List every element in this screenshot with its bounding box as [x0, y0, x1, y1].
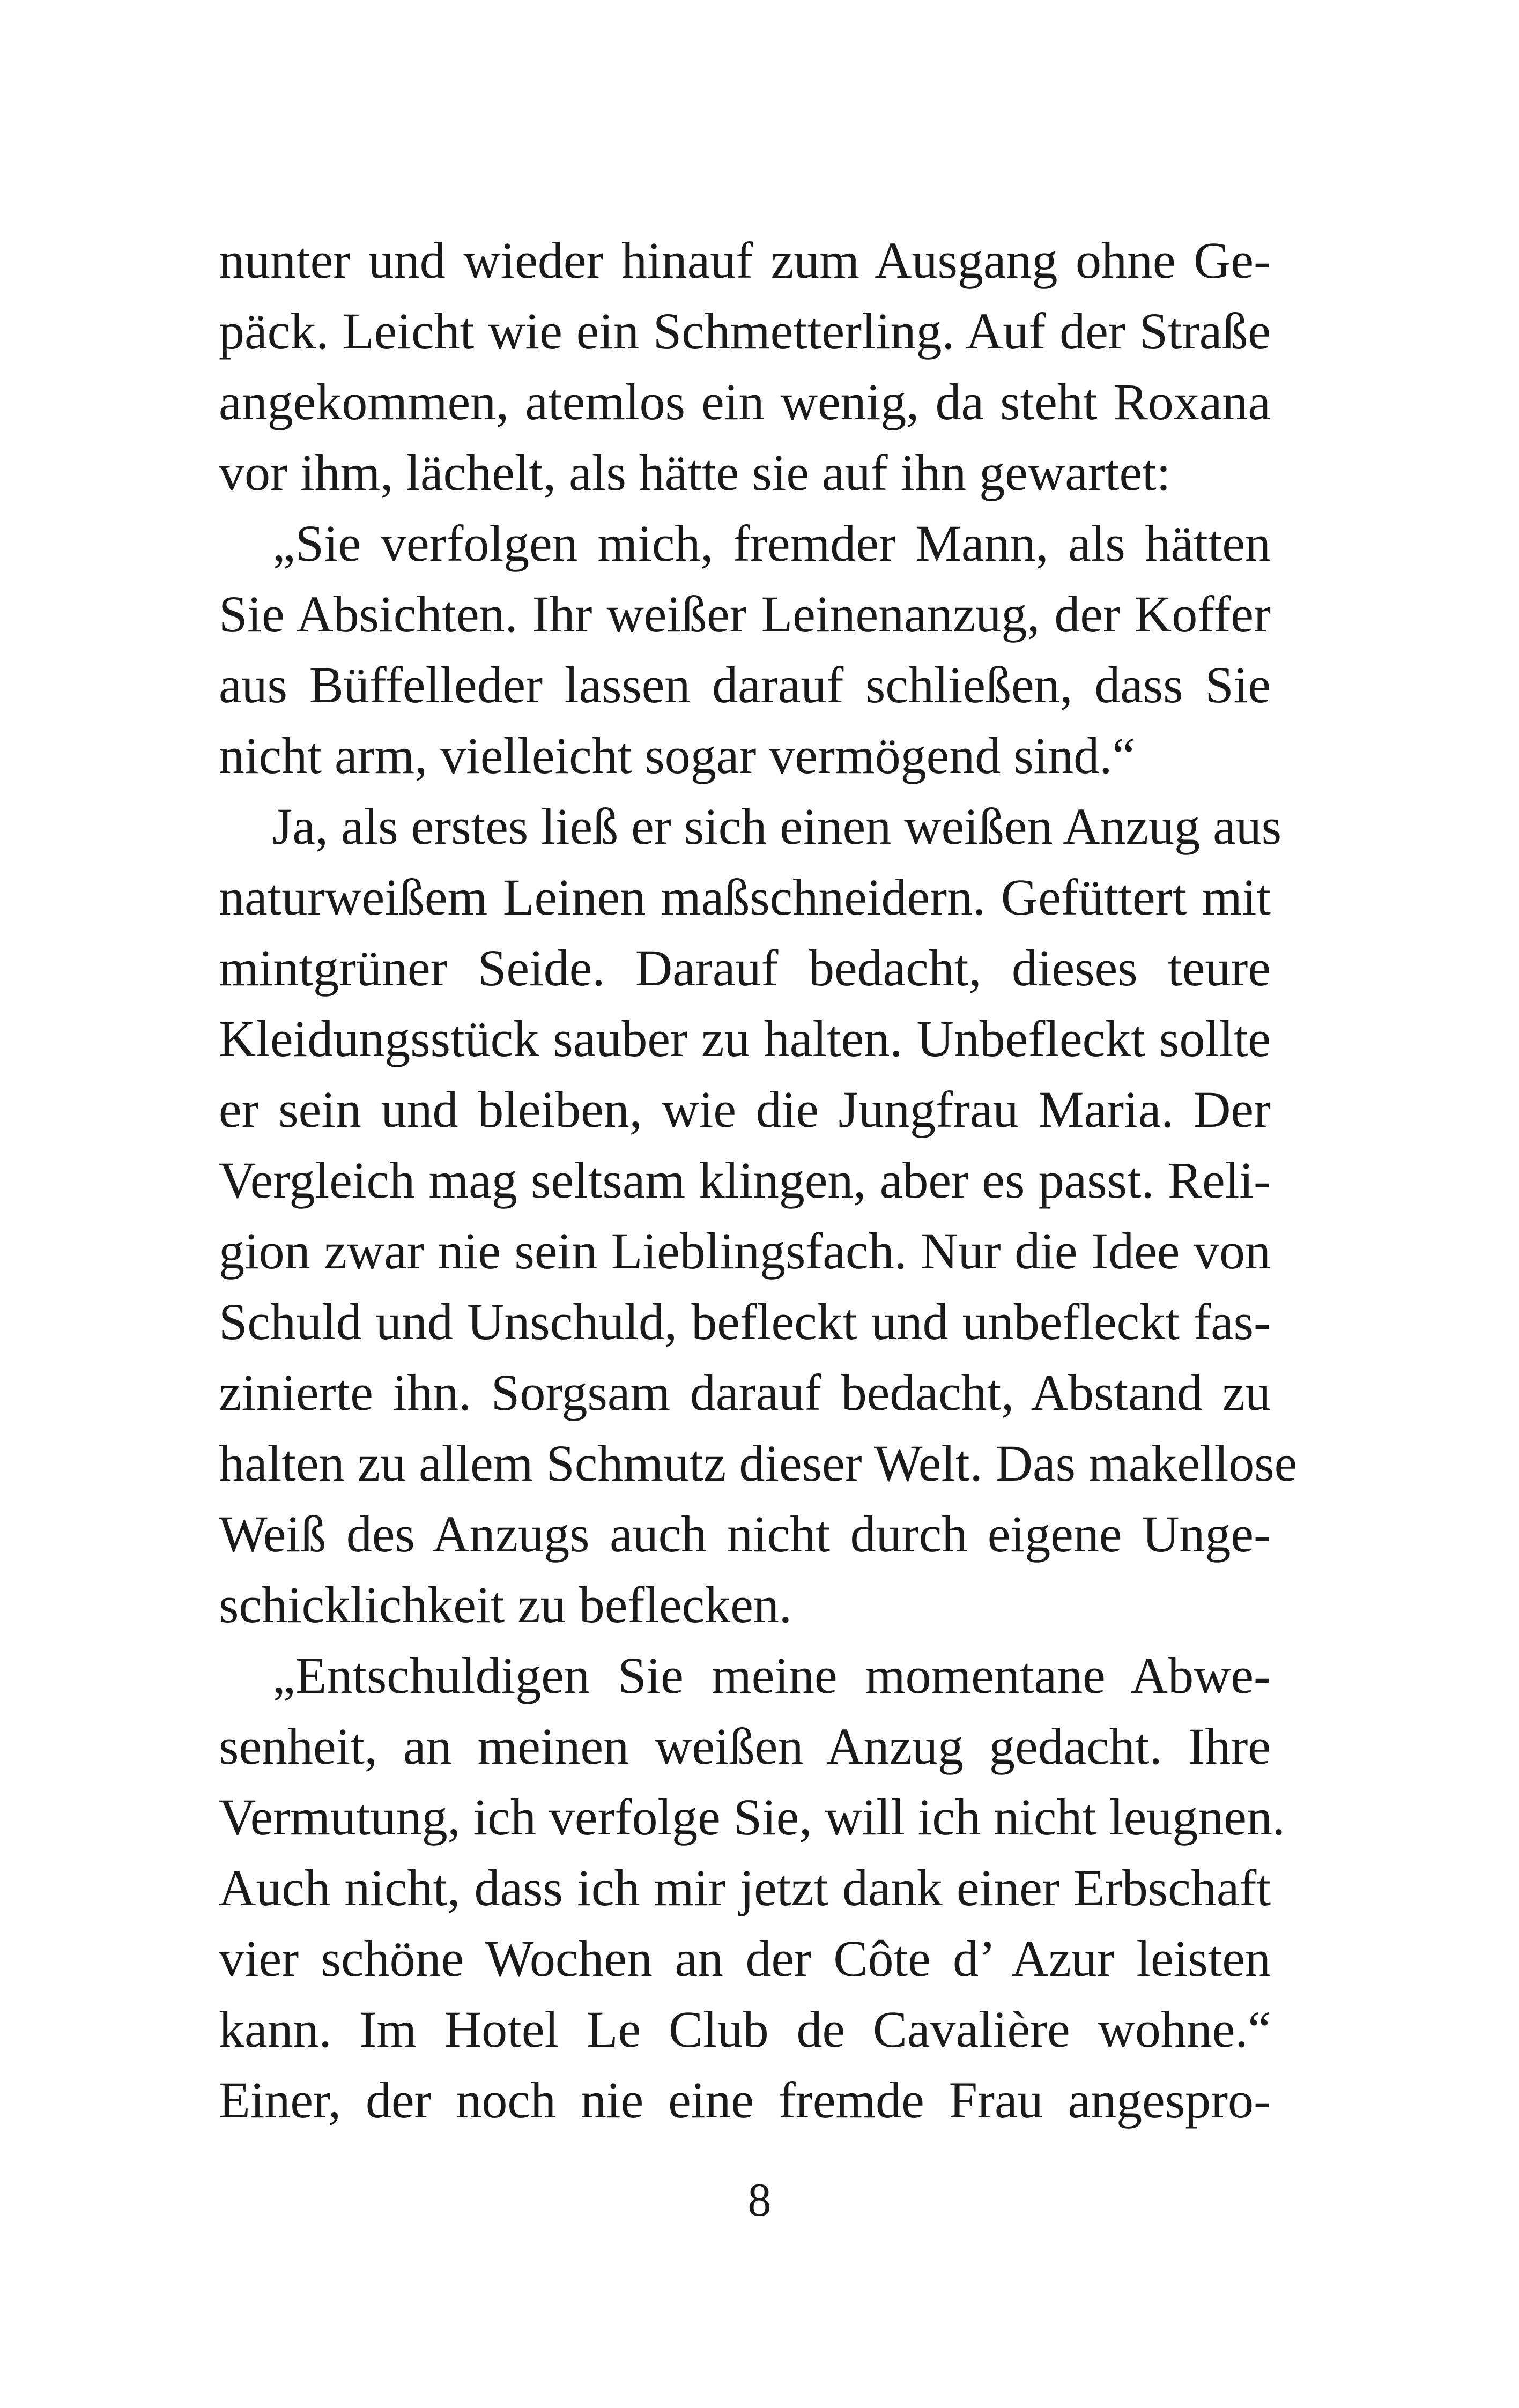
text-line: aus Büffelleder lassen darauf schließen, dass Sie: [219, 656, 1271, 714]
text-line: mintgrüner Seide. Darauf bedacht, dieses teure: [219, 939, 1271, 997]
text-line: schicklichkeit zu beflecken.: [219, 1576, 792, 1633]
text-line: angekommen, atemlos ein wenig, da steht Roxana: [219, 373, 1271, 430]
page-number: 8: [747, 2174, 772, 2226]
text-line: Vergleich mag seltsam klingen, aber es passt. Reli-: [219, 1151, 1271, 1209]
text-line: Vermutung, ich verfolge Sie, will ich nicht leugnen.: [219, 1788, 1285, 1846]
text-line: vier schöne Wochen an der Côte d’ Azur leisten: [219, 1930, 1271, 1987]
text-line: gion zwar nie sein Lieblingsfach. Nur die Idee von: [219, 1222, 1271, 1280]
text-line: nicht arm, vielleicht sogar vermögend sind.“: [219, 727, 1135, 784]
text-line: naturweißem Leinen maßschneidern. Gefüttert mit: [219, 868, 1271, 926]
text-line: nunter und wieder hinauf zum Ausgang ohne Ge-: [219, 232, 1271, 289]
text-line: „Sie verfolgen mich, fremder Mann, als hätten: [272, 515, 1271, 572]
text-line: Einer, der noch nie eine fremde Frau angespro-: [219, 2071, 1271, 2129]
text-line: Ja, als erstes ließ er sich einen weißen Anzug aus: [272, 798, 1282, 855]
text-line: päck. Leicht wie ein Schmetterling. Auf der Straße: [219, 302, 1271, 360]
text-line: Sie Absichten. Ihr weißer Leinenanzug, der Koffer: [219, 585, 1271, 643]
text-line: halten zu allem Schmutz dieser Welt. Das makellose: [219, 1435, 1298, 1492]
text-line: Auch nicht, dass ich mir jetzt dank einer Erbschaft: [219, 1859, 1271, 1916]
text-line: Kleidungsstück sauber zu halten. Unbefleckt sollte: [219, 1010, 1271, 1067]
text-line: Weiß des Anzugs auch nicht durch eigene Unge-: [219, 1505, 1271, 1563]
text-line: kann. Im Hotel Le Club de Cavalière wohne.“: [219, 2001, 1271, 2058]
body-text: [219, 225, 1298, 2136]
text-line: zinierte ihn. Sorgsam darauf bedacht, Abstand zu: [219, 1364, 1271, 1421]
text-line: „Entschuldigen Sie meine momentane Abwe-: [272, 1647, 1271, 1704]
text-line: vor ihm, lächelt, als hätte sie auf ihn gewartet:: [219, 444, 1171, 501]
text-line: Schuld und Unschuld, befleckt und unbefleckt fas-: [219, 1293, 1271, 1350]
text-line: senheit, an meinen weißen Anzug gedacht. Ihre: [219, 1718, 1271, 1775]
text-line: er sein und bleiben, wie die Jungfrau Maria. Der: [219, 1081, 1271, 1138]
